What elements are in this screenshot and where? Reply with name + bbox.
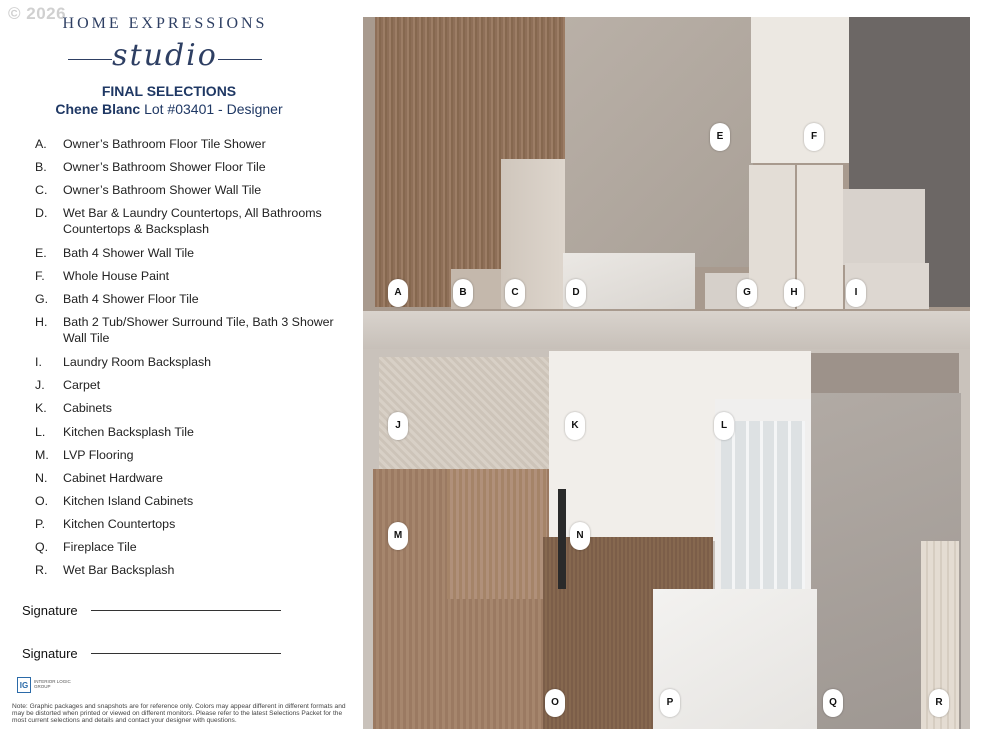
brand-rule-left [68, 59, 112, 60]
selection-label: Whole House Paint [63, 269, 170, 283]
selection-letter: D. [35, 206, 48, 220]
selection-letter: O. [35, 494, 49, 508]
selection-label: Kitchen Countertops [63, 517, 176, 531]
signature-label-1: Signature [22, 603, 78, 618]
selection-label: Wet Bar Backsplash [63, 563, 175, 577]
lot-info: Lot #03401 - Designer [140, 101, 283, 117]
marker-a: A [388, 279, 408, 307]
marker-p: P [660, 689, 680, 717]
marker-l: L [714, 412, 734, 440]
selection-label: Laundry Room Backsplash [63, 355, 212, 369]
community-name: Chene Blanc [55, 101, 141, 117]
marker-b: B [453, 279, 473, 307]
selection-label: Bath 2 Tub/Shower Surround Tile, Bath 3 Shower Wall Tile [63, 315, 334, 345]
marker-n: N [570, 522, 590, 550]
marker-c: C [505, 279, 525, 307]
marker-f: F [804, 123, 824, 151]
swatch-m-2 [447, 469, 547, 599]
selection-letter: Q. [35, 540, 49, 554]
selection-letter: J. [35, 378, 45, 392]
selection-label: Wet Bar & Laundry Countertops, All Bathrooms Countertops & Backsplash [63, 206, 322, 236]
selection-letter: B. [35, 160, 47, 174]
marker-g: G [737, 279, 757, 307]
selection-letter: E. [35, 246, 47, 260]
selection-label: Bath 4 Shower Wall Tile [63, 246, 195, 260]
selection-label: Bath 4 Shower Floor Tile [63, 292, 199, 306]
brand-script: studio [112, 38, 218, 73]
marker-r: R [929, 689, 949, 717]
selection-letter: C. [35, 183, 48, 197]
copyright-watermark: © 2026 [8, 4, 67, 23]
logo-mark: IG [17, 677, 31, 693]
marker-j: J [388, 412, 408, 440]
marker-e: E [710, 123, 730, 151]
marker-i: I [846, 279, 866, 307]
page-title: FINAL SELECTIONS [101, 83, 237, 99]
selection-label: Kitchen Backsplash Tile [63, 425, 194, 439]
signature-line-2[interactable] [91, 653, 281, 654]
selection-label: Owner’s Bathroom Floor Tile Shower [63, 137, 266, 151]
signature-line-1[interactable] [91, 610, 281, 611]
selection-label: Cabinets [63, 401, 112, 415]
marker-o: O [545, 689, 565, 717]
selection-label: Owner’s Bathroom Shower Floor Tile [63, 160, 266, 174]
marker-q: Q [823, 689, 843, 717]
selections-panel [0, 0, 360, 741]
swatch-j [379, 357, 551, 469]
signature-label-2: Signature [22, 646, 78, 661]
marker-h: H [784, 279, 804, 307]
selection-letter: F. [35, 269, 45, 283]
logo-name: INTERIOR LOGIC GROUP [34, 679, 71, 689]
selection-letter: K. [35, 401, 47, 415]
selection-label: Cabinet Hardware [63, 471, 163, 485]
marker-k: K [565, 412, 585, 440]
selection-letter: G. [35, 292, 49, 306]
selection-letter: N. [35, 471, 48, 485]
selection-letter: P. [35, 517, 46, 531]
selection-label: Carpet [63, 378, 101, 392]
selection-label: Fireplace Tile [63, 540, 137, 554]
selection-letter: I. [35, 355, 42, 369]
selection-letter: A. [35, 137, 47, 151]
selection-letter: H. [35, 315, 48, 329]
selection-letter: R. [35, 563, 48, 577]
swatch-q-top [811, 353, 959, 395]
swatch-l [721, 421, 805, 589]
selection-label: Owner’s Bathroom Shower Wall Tile [63, 183, 262, 197]
disclaimer-note: Note: Graphic packages and snapshots are for reference only. Colors may appear different in different formats and may be distorted when printed or viewed on different monitors. Please refer to the latest Selections Packet for the most current selections and details and contact your designer with questions. [12, 703, 346, 724]
marker-m: M [388, 522, 408, 550]
marker-d: D [566, 279, 586, 307]
interior-logic-group-logo [17, 677, 77, 695]
swatch-f [751, 17, 849, 163]
board-shelf [363, 311, 970, 349]
material-board-photo [363, 17, 970, 729]
selection-label: LVP Flooring [63, 448, 134, 462]
brand-name: HOME EXPRESSIONS [62, 15, 268, 32]
swatch-n [558, 489, 566, 589]
brand-logo [68, 38, 262, 78]
page-subtitle [0, 101, 338, 117]
selection-label: Kitchen Island Cabinets [63, 494, 194, 508]
selection-letter: L. [35, 425, 46, 439]
brand-rule-right [218, 59, 262, 60]
selection-letter: M. [35, 448, 49, 462]
swatch-i-1 [843, 189, 925, 265]
